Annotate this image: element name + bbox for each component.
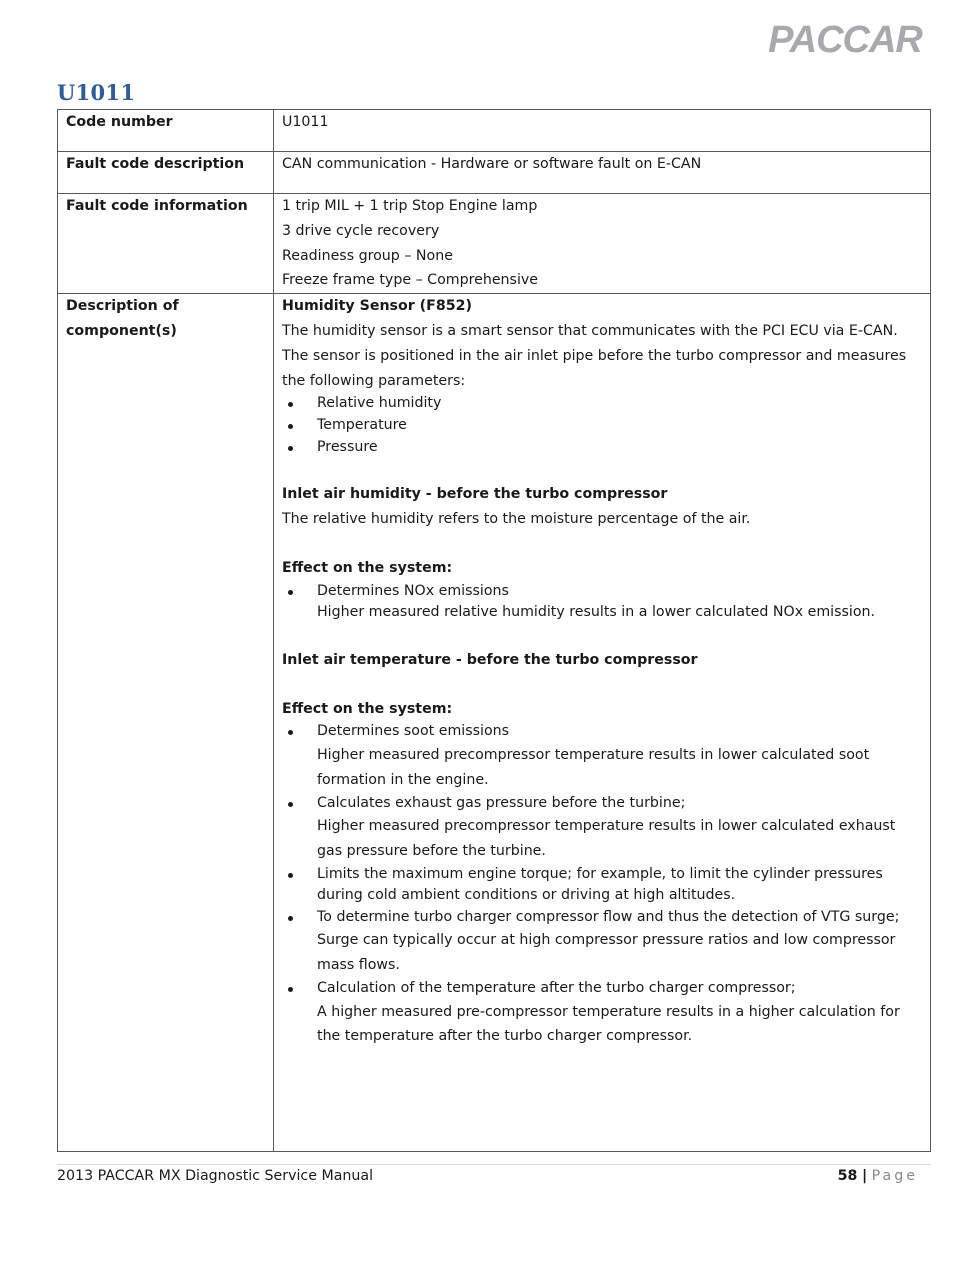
code-number-value: U1011 [274,110,931,152]
component-label-line: component(s) [66,322,177,339]
fault-info-line: Freeze frame type – Comprehensive [282,272,539,289]
temperature-heading: Inlet air temperature - before the turbo compressor [282,651,698,668]
effect-sub: Higher measured precompressor temperature results in lower calculated exhaust [317,818,896,835]
fault-info-line: 1 trip MIL + 1 trip Stop Engine lamp [282,198,538,214]
effect-item [282,978,922,1049]
effect-sub: the temperature after the turbo charger compressor. [317,1028,693,1045]
humidity-text: The relative humidity refers to the moisture percentage of the air. [282,510,751,527]
intro-line: The sensor is positioned in the air inlet pipe before the turbo compressor and measures [282,347,907,364]
intro-line: the following parameters: [282,372,466,389]
effect-item [282,793,922,864]
effect-heading: Effect on the system: [282,700,453,717]
effect-sub: Higher measured relative humidity results in a lower calculated NOx emission. [317,604,875,621]
effect-item [282,864,922,907]
page-word: Page [871,1168,918,1184]
footer-divider [57,1164,931,1165]
table-row-fault-description [58,152,931,194]
effect-sub: during cold ambient conditions or driving at high altitudes. [317,887,736,904]
effect-heading: Effect on the system: [282,559,453,576]
effect-sub: Surge can typically occur at high compressor pressure ratios and low compressor [317,932,896,949]
effect-main: Calculates exhaust gas pressure before the turbine; [317,794,686,811]
effect-sub: gas pressure before the turbine. [317,842,546,859]
fault-information-value [274,194,931,294]
page-number: 58 [837,1168,858,1184]
effect-item [282,907,922,978]
humidity-effects-list [282,581,922,624]
table-row-fault-information [58,194,931,294]
page-separator: | [861,1168,868,1184]
component-description-label [58,294,274,1152]
fault-code-table [57,109,931,1152]
effect-main: Determines NOx emissions [317,582,509,599]
page-title: U1011 [57,80,136,105]
effect-main: Determines soot emissions [317,723,510,740]
parameter-item: Temperature [282,415,922,437]
logo-text: PACCAR [768,19,922,60]
footer-page-indicator [838,1168,918,1184]
footer-manual-title: 2013 PACCAR MX Diagnostic Service Manual [57,1168,374,1184]
parameter-item: Pressure [282,437,922,459]
effect-main: Limits the maximum engine torque; for example, to limit the cylinder pressures [317,865,883,882]
effect-main: To determine turbo charger compressor flow and thus the detection of VTG surge; [317,908,900,925]
table-row-code-number [58,110,931,152]
component-description-value [274,294,931,1152]
code-number-label: Code number [58,110,274,152]
component-label-line: Description of [66,298,179,315]
effect-main: Calculation of the temperature after the turbo charger compressor; [317,980,796,997]
fault-info-line: 3 drive cycle recovery [282,222,440,239]
paccar-logo [765,16,925,60]
fault-description-label: Fault code description [58,152,274,194]
effect-sub: A higher measured pre-compressor temperature results in a higher calculation for [317,1003,900,1020]
intro-line: The humidity sensor is a smart sensor that communicates with the PCI ECU via E-CAN. [282,322,898,339]
fault-info-line: Readiness group – None [282,247,453,264]
effect-item [282,721,922,792]
parameter-list [282,393,922,458]
temperature-effects-list [282,721,922,1049]
sensor-heading: Humidity Sensor (F852) [282,298,472,315]
parameter-item: Relative humidity [282,393,922,415]
effect-sub: mass flows. [317,957,400,974]
effect-sub: formation in the engine. [317,771,489,788]
effect-item [282,581,922,624]
fault-information-label: Fault code information [58,194,274,294]
table-row-component-description [58,294,931,1152]
fault-description-value: CAN communication - Hardware or software fault on E-CAN [274,152,931,194]
effect-sub: Higher measured precompressor temperature results in lower calculated soot [317,746,870,763]
humidity-heading: Inlet air humidity - before the turbo compressor [282,486,668,503]
